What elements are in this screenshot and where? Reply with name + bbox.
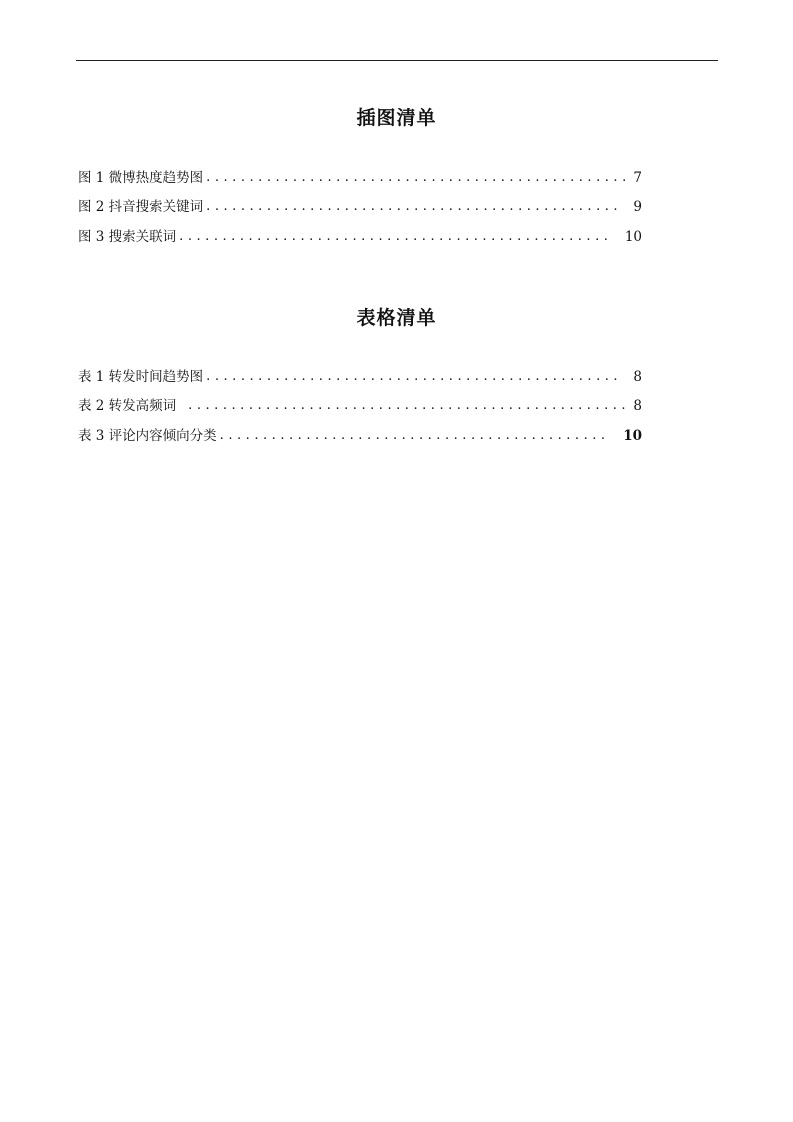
toc-entry-table-3[interactable]: [78, 421, 642, 451]
dot-leader: [206, 199, 617, 215]
toc-entry-page-number: 10: [624, 228, 642, 245]
toc-entry-table-1[interactable]: [78, 362, 642, 392]
header-rule: [76, 60, 718, 61]
table-list-title: 表格清单: [356, 307, 437, 329]
dot-leader: [220, 428, 608, 444]
dot-leader: [206, 170, 629, 186]
toc-entry-page-number: 8: [633, 368, 642, 385]
toc-entry-page-number: 9: [633, 199, 642, 216]
toc-entry-figure-1[interactable]: [78, 163, 642, 193]
toc-entry-label: 表 2 转发高频词: [78, 398, 177, 415]
toc-entry-table-2[interactable]: [78, 392, 642, 422]
table-list: [78, 362, 642, 451]
toc-entry-label: 表 3 评论内容倾向分类: [78, 427, 217, 444]
toc-entry-figure-2[interactable]: [78, 193, 642, 223]
toc-entry-figure-3[interactable]: [78, 222, 642, 252]
toc-entry-label: 图 1 微博热度趋势图: [78, 169, 204, 186]
dot-leader: [188, 398, 629, 414]
toc-entry-page-number: 7: [633, 169, 642, 186]
toc-entry-label: 图 2 抖音搜索关键词: [78, 199, 204, 216]
toc-entry-label: 图 3 搜索关联词: [78, 228, 177, 245]
toc-entry-page-number: 10: [623, 427, 642, 444]
dot-leader: [206, 369, 617, 385]
toc-entry-page-number: 8: [633, 398, 642, 415]
toc-entry-label: 表 1 转发时间趋势图: [78, 368, 204, 385]
dot-leader: [179, 229, 609, 245]
figure-list: [78, 163, 642, 252]
figure-list-title: 插图清单: [356, 107, 437, 129]
